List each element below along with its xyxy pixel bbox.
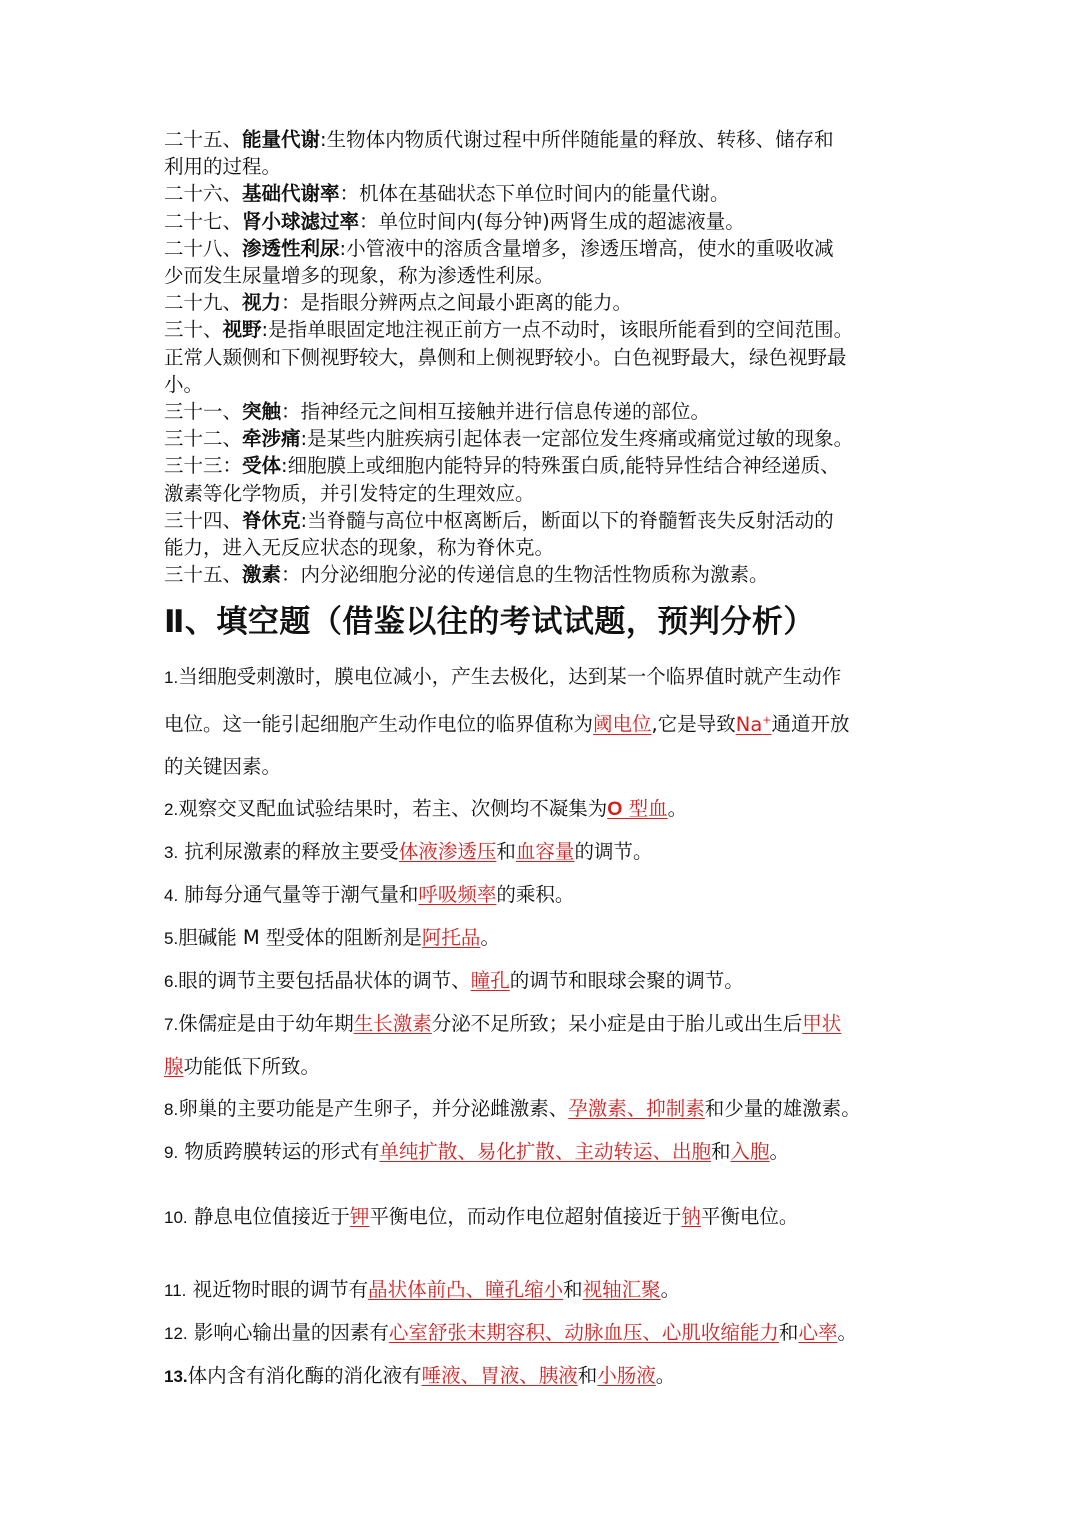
answer-blank: 易化扩散 <box>476 1139 555 1163</box>
term: 牵涉痛 <box>242 427 301 451</box>
answer-blank: 晶状体前凸 <box>368 1277 466 1301</box>
definition-30: 三十、视野:是指单眼固定地注视正前方一点不动时，该眼所能看到的空间范围。 正常人颞侧和下侧视野较大，鼻侧和上侧视野较小。白色视野最大，绿色视野最 小。 <box>164 318 854 396</box>
answer-blank: 抑制素 <box>646 1096 705 1120</box>
definition-29: 二十九、视力：是指眼分辨两点之间最小距离的能力。 <box>164 291 633 315</box>
definition-28: 二十八、渗透性利尿:小管液中的溶质含量增多，渗透压增高，使水的重吸收减 少而发生尿量增多的现象，称为渗透性利尿。 <box>164 236 834 288</box>
answer-blank: 出胞 <box>671 1139 711 1163</box>
definition-34: 三十四、脊休克:当脊髓与高位中枢离断后，断面以下的脊髓暂丧失反射活动的 能力，进入无反应状态的现象，称为脊休克。 <box>164 508 834 560</box>
term: 渗透性利尿 <box>242 236 340 260</box>
answer-blank: 阿托品 <box>421 925 481 949</box>
definition-31: 三十一、突触：指神经元之间相互接触并进行信息传递的部位。 <box>164 400 711 424</box>
term: 突触 <box>242 400 282 424</box>
definition-26: 二十六、基础代谢率：机体在基础状态下单位时间内的能量代谢。 <box>164 182 730 206</box>
question-13: 13.体内含有消化酶的消化液有唾液、胃液、胰液和小肠液。 <box>164 1363 676 1387</box>
question-1: 1.当细胞受刺激时，膜电位减小，产生去极化，达到某一个临界值时就产生动作 电位。这一能引起细胞产生动作电位的临界值称为阈电位,它是导致Na+通道开放 的关键因素。 <box>164 665 850 778</box>
answer-blank: 入胞 <box>730 1139 770 1163</box>
term: 视野 <box>222 318 262 342</box>
question-5: 5.胆碱能 M 型受体的阻断剂是阿托品。 <box>164 925 500 949</box>
question-6: 6.眼的调节主要包括晶状体的调节、瞳孔的调节和眼球会聚的调节。 <box>164 968 744 992</box>
question-10: 10. 静息电位值接近于钾平衡电位，而动作电位超射值接近于钠平衡电位。 <box>164 1204 799 1228</box>
term: 能量代谢 <box>242 128 321 151</box>
definition-25: 二十五、能量代谢:生物体内物质代谢过程中所伴随能量的释放、转移、储存和 利用的过程。 <box>164 128 834 179</box>
answer-blank: 心室舒张末期容积 <box>388 1320 545 1344</box>
term: 基础代谢率 <box>242 182 340 206</box>
answer-blank: 瞳孔 <box>470 968 510 992</box>
answer-blank: Na+ <box>735 712 772 736</box>
answer-blank: 生长激素 <box>353 1011 432 1035</box>
definitions-list <box>164 126 924 588</box>
document-page <box>164 126 924 1398</box>
question-7: 7.侏儒症是由于幼年期生长激素分泌不足所致；呆小症是由于胎儿或出生后甲状 腺功能低下所致。 <box>164 1011 842 1078</box>
definition-32: 三十二、牵涉痛:是某些内脏疾病引起体表一定部位发生疼痛或痛觉过敏的现象。 <box>164 427 854 451</box>
answer-blank: 胰液 <box>538 1363 578 1387</box>
answer-blank: 胃液 <box>480 1363 520 1387</box>
answer-blank: 心肌收缩能力 <box>661 1320 779 1344</box>
question-4: 4. 肺每分通气量等于潮气量和呼吸频率的乘积。 <box>164 882 575 906</box>
question-9: 9. 物质跨膜转运的形式有单纯扩散、易化扩散、主动转运、出胞和入胞。 <box>164 1139 790 1163</box>
answer-blank: 钾 <box>349 1204 370 1228</box>
term: 受体 <box>242 454 282 478</box>
answer-blank: 心率 <box>798 1320 838 1344</box>
question-3: 3. 抗利尿激素的释放主要受体液渗透压和血容量的调节。 <box>164 839 653 863</box>
answer-blank: 血容量 <box>515 839 575 863</box>
term: 视力 <box>242 291 282 315</box>
answer-blank: 呼吸频率 <box>418 882 497 906</box>
answer-blank: 甲状 <box>802 1011 842 1035</box>
answer-blank: 腺 <box>164 1054 184 1078</box>
question-2: 2.观察交叉配血试验结果时，若主、次侧均不凝集为O 型血。 <box>164 796 688 820</box>
definition-27: 二十七、肾小球滤过率：单位时间内(每分钟)两肾生成的超滤液量。 <box>164 209 745 233</box>
term: 肾小球滤过率 <box>242 209 360 233</box>
term: 脊休克 <box>242 508 301 532</box>
answer-blank: 钠 <box>681 1204 701 1228</box>
answer-blank: 体液渗透压 <box>398 839 497 863</box>
question-11: 11. 视近物时眼的调节有晶状体前凸、瞳孔缩小和视轴汇聚。 <box>164 1277 681 1301</box>
answer-blank: 型血 <box>628 796 668 820</box>
definition-33: 三十三：受体:细胞膜上或细胞内能特异的特殊蛋白质,能特异性结合神经递质、 激素等化学物质，并引发特定的生理效应。 <box>164 454 840 505</box>
question-12: 12. 影响心输出量的因素有心室舒张末期容积、动脉血压、心肌收缩能力和心率。 <box>164 1320 857 1344</box>
answer-blank: 单纯扩散 <box>379 1139 458 1163</box>
term: 激素 <box>242 563 282 587</box>
question-8: 8.卵巢的主要功能是产生卵子，并分泌雌激素、孕激素、抑制素和少量的雄激素。 <box>164 1096 861 1120</box>
answer-blank: 主动转运 <box>574 1139 653 1163</box>
answer-blank: 小肠液 <box>597 1363 656 1387</box>
questions-list <box>164 656 924 1398</box>
answer-blank: 动脉血压 <box>564 1320 643 1344</box>
answer-blank: O <box>607 797 623 820</box>
answer-blank: 瞳孔缩小 <box>485 1277 564 1301</box>
answer-blank: 视轴汇聚 <box>582 1277 661 1301</box>
definition-35: 三十五、激素：内分泌细胞分泌的传递信息的生物活性物质称为激素。 <box>164 563 769 587</box>
answer-blank: 唾液 <box>421 1363 461 1387</box>
answer-blank: 阈电位 <box>593 712 652 736</box>
section-title: Ⅱ、填空题（借鉴以往的考试试题，预判分析） <box>164 604 815 641</box>
answer-blank: 孕激素 <box>568 1096 627 1120</box>
